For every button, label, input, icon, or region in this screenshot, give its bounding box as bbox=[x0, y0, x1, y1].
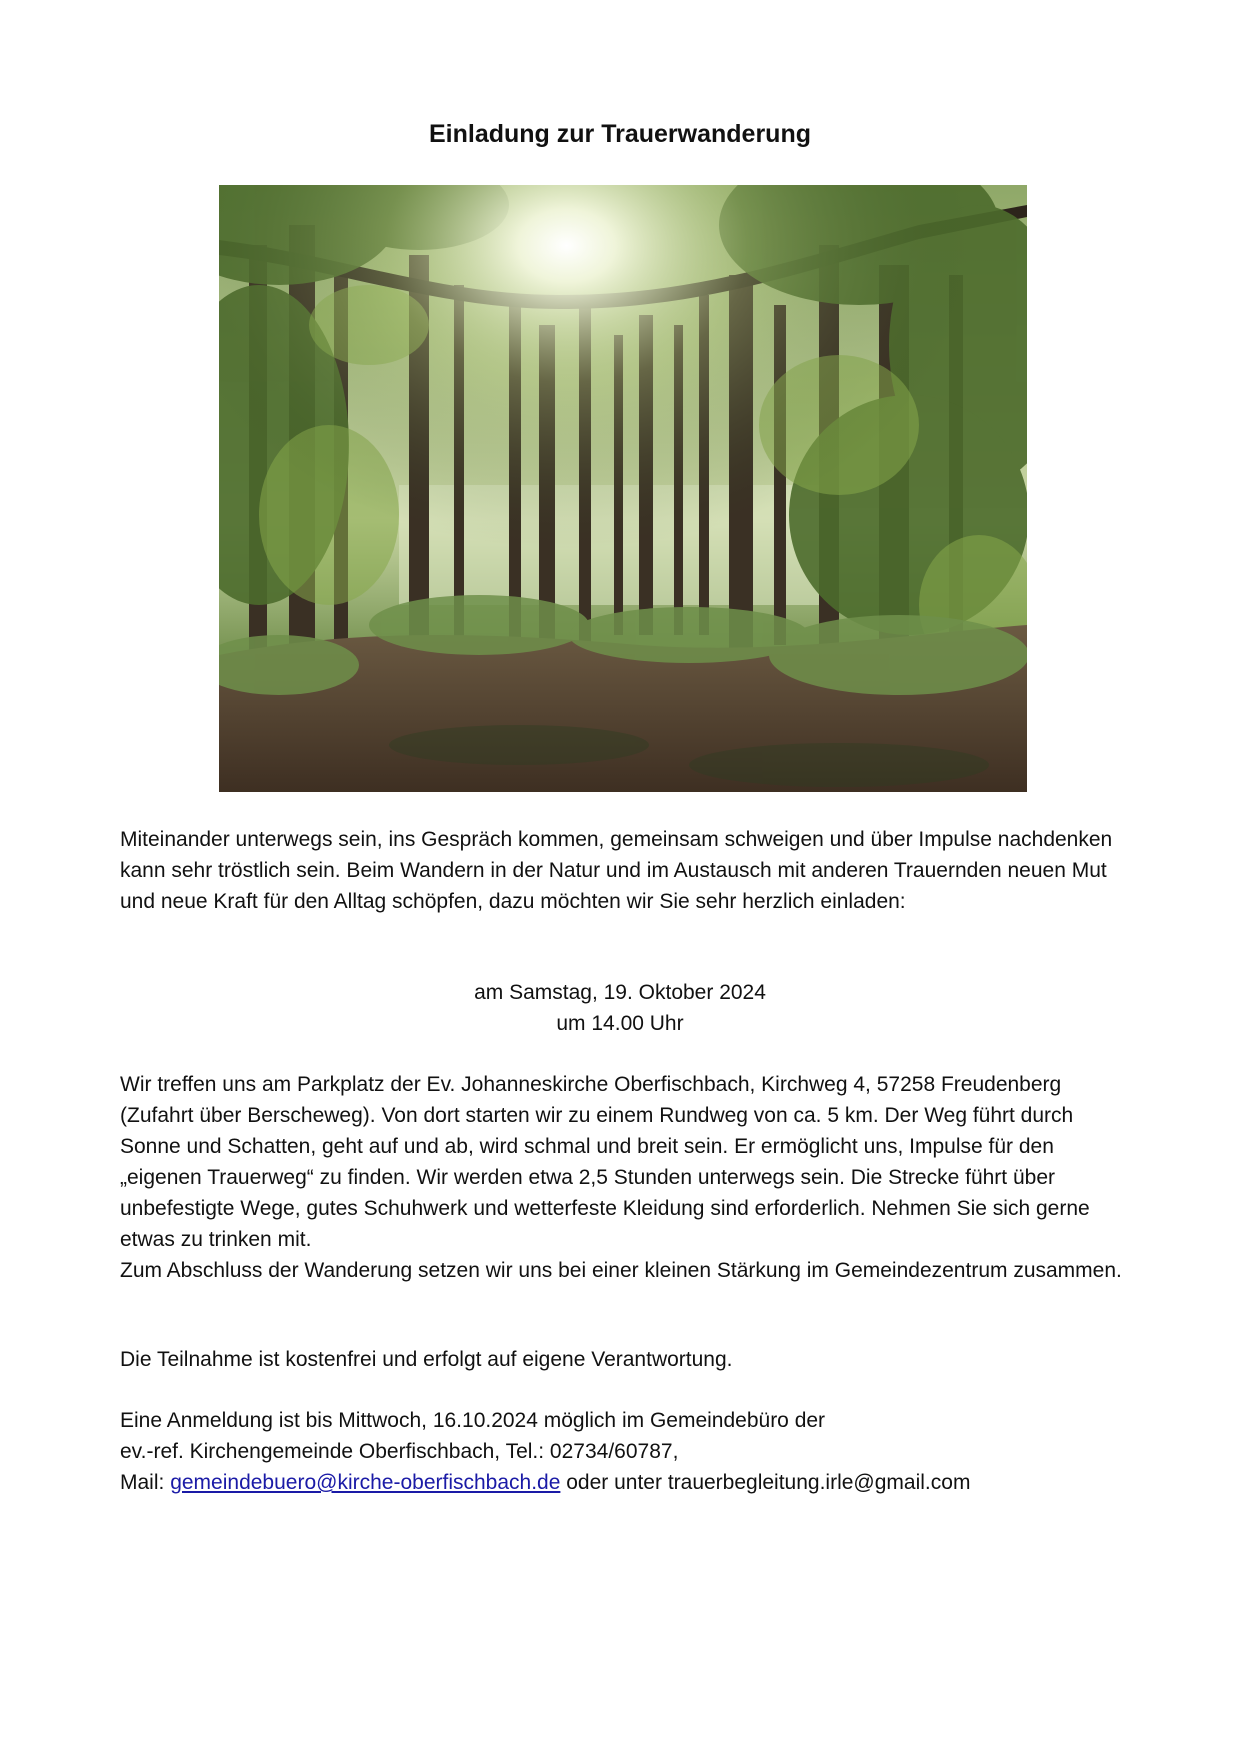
details-paragraph bbox=[120, 1069, 1130, 1286]
details-closing: Zum Abschluss der Wanderung setzen wir uns bei einer kleinen Stärkung im Gemeindezentrum zusammen. bbox=[120, 1259, 1122, 1282]
signup-contact: ev.-ref. Kirchengemeinde Oberfischbach, Tel.: 02734/60787, bbox=[120, 1440, 679, 1463]
email-link[interactable]: gemeindebuero@kirche-oberfischbach.de bbox=[170, 1471, 561, 1494]
signup-deadline: Eine Anmeldung ist bis Mittwoch, 16.10.2024 möglich im Gemeindebüro der bbox=[120, 1409, 826, 1432]
event-time: um 14.00 Uhr bbox=[556, 1012, 684, 1035]
event-date: am Samstag, 19. Oktober 2024 bbox=[474, 981, 766, 1004]
intro-paragraph: Miteinander unterwegs sein, ins Gespräch kommen, gemeinsam schweigen und über Impulse nachdenken kann sehr tröstlich sein. Beim Wandern in der Natur und im Austausch mit anderen Trauernden neuen Mut und neue Kraft für den Alltag schöpfen, dazu möchten wir Sie sehr herzlich einladen: bbox=[120, 828, 1113, 913]
signup-mail-line bbox=[120, 1467, 1130, 1498]
alt-email: trauerbegleitung.irle@gmail.com bbox=[667, 1471, 971, 1494]
signup-paragraph bbox=[120, 1405, 1130, 1498]
mail-alt-prefix: oder unter bbox=[560, 1471, 668, 1494]
event-date-time bbox=[0, 977, 1240, 1039]
fee-note: Die Teilnahme ist kostenfrei und erfolgt auf eigene Verantwortung. bbox=[120, 1348, 733, 1371]
forest-photo bbox=[219, 185, 1027, 792]
mail-label: Mail: bbox=[120, 1471, 171, 1494]
details-route: Wir treffen uns am Parkplatz der Ev. Johanneskirche Oberfischbach, Kirchweg 4, 57258 Freudenberg (Zufahrt über Berscheweg). Von dort starten wir zu einem Rundweg von ca. 5 km. Der Weg führt durch Sonne und Schatten, geht auf und ab, wird schmal und breit sein. Er ermöglicht uns, Impulse für den „eigenen Trauerweg“ zu finden. Wir werden etwa 2,5 Stunden unterwegs sein. Die Strecke führt über unbefestigte Wege, gutes Schuhwerk und wetterfeste Kleidung sind erforderlich. Nehmen Sie sich gerne etwas zu trinken mit. bbox=[120, 1073, 1090, 1251]
forest-illustration bbox=[219, 185, 1027, 792]
page-title: Einladung zur Trauerwanderung bbox=[429, 120, 811, 148]
